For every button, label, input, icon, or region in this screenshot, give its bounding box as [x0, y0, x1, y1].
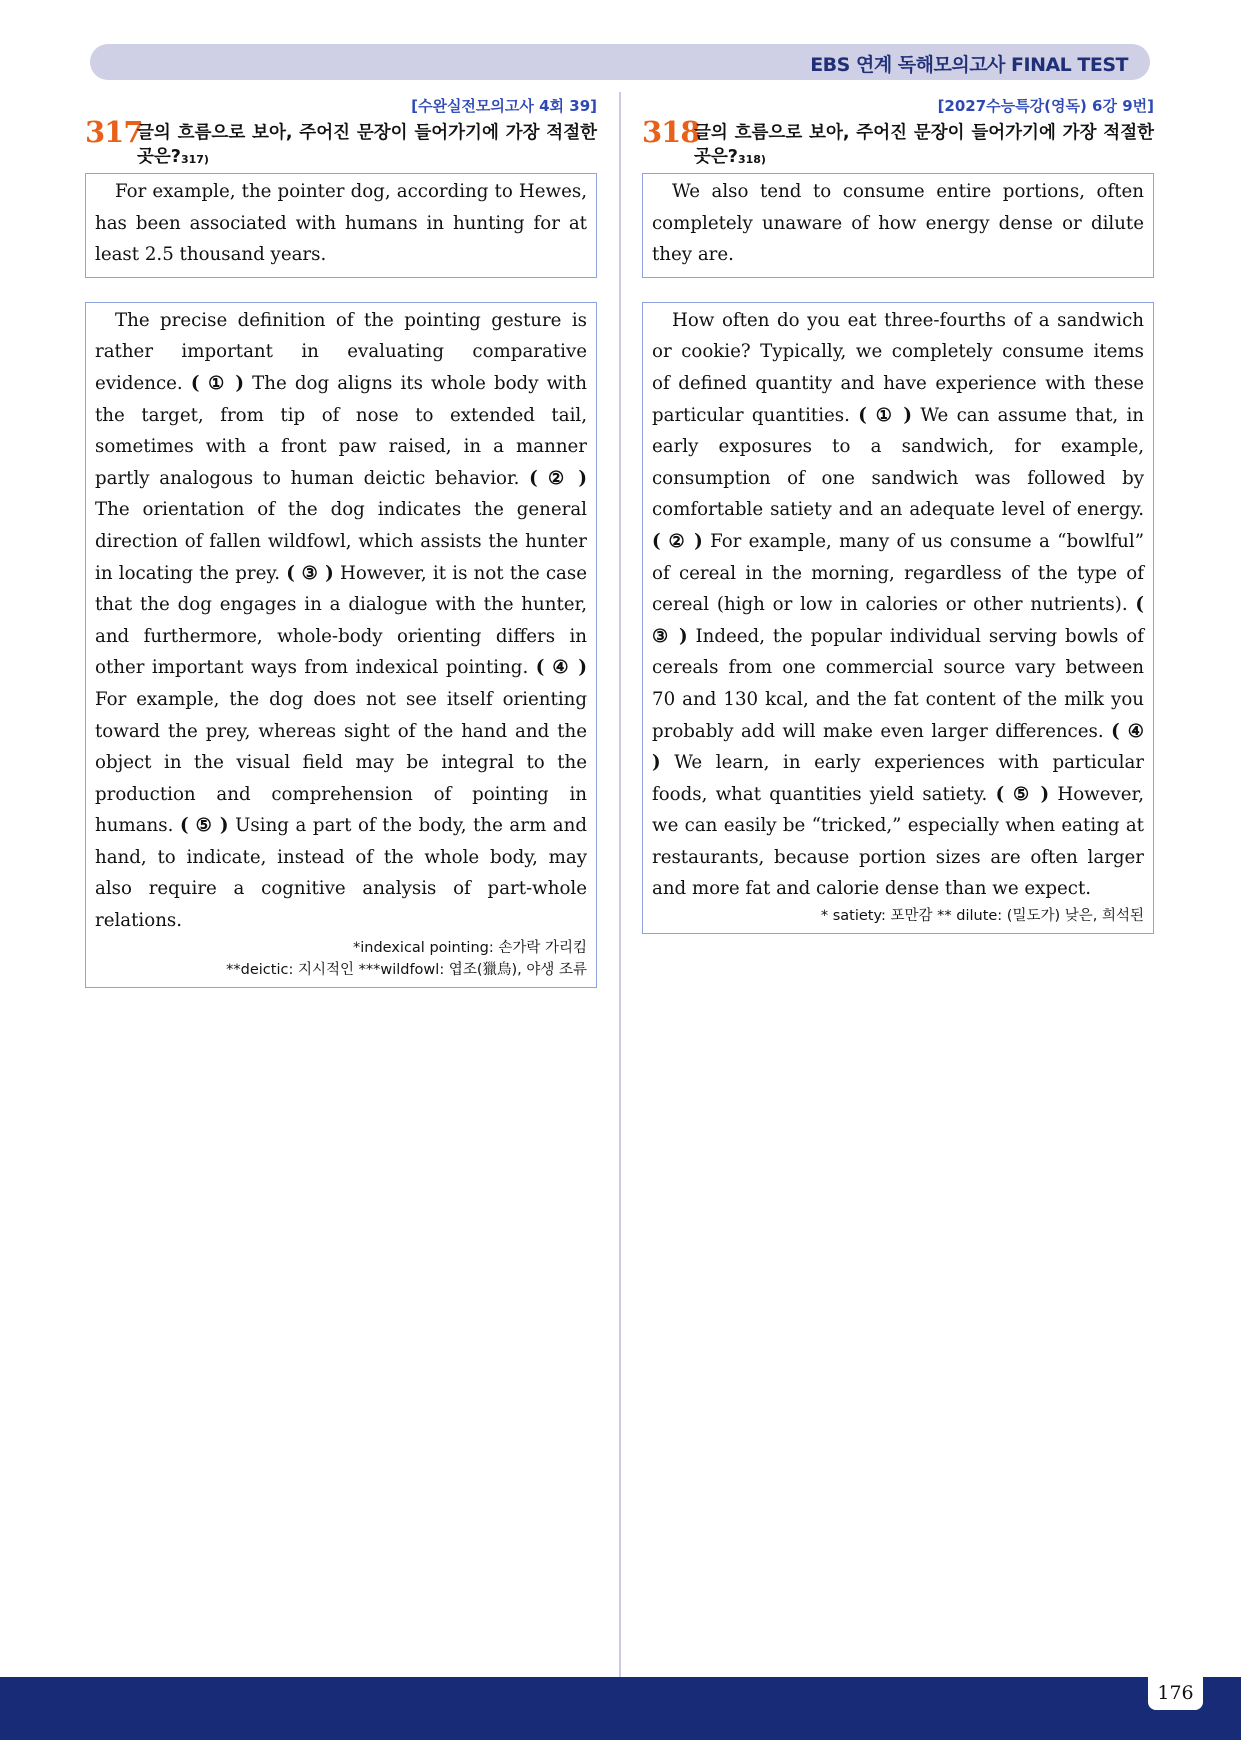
given-sentence: For example, the pointer dog, according to Hewes, has been associated with humans in hunting for at least 2.5 thousand years. — [95, 181, 587, 266]
header-bar — [90, 44, 1150, 80]
given-sentence: We also tend to consume entire portions, often completely unaware of how energy dense or dilute they are. — [652, 181, 1144, 266]
question-number: 317 — [85, 115, 143, 149]
passage-text: The precise definition of the pointing gesture is rather important in evaluating comparative evidence. ( ① ) The dog aligns its whole body with the target, from tip of nose to extended tail, sometimes with a front paw raised, in a manner partly analogous to human deictic behavior. ( ② ) The orientation of the dog indicates the general direction of fallen wildfowl, which assists the hunter in locating the prey. ( ③ ) However, it is not the case that the dog engages in a dialogue with the hunter, and furthermore, whole-body orienting differs in other important ways from indexical pointing. ( ④ ) For example, the dog does not see itself orienting toward the prey, whereas sight of the hand and the object in the visual field may be integral to the production and comprehension of pointing in humans. ( ⑤ ) Using a part of the body, the arm and hand, to indicate, instead of the whole body, may also require a cognitive analysis of part-whole relations. — [95, 309, 588, 932]
question-header — [85, 115, 597, 169]
footer-bar — [0, 1677, 1241, 1740]
question-317 — [85, 95, 597, 988]
blank-marker-4: ( ④ ) — [652, 720, 1144, 774]
header-title: EBS 연계 독해모의고사 FINAL TEST — [810, 54, 1128, 76]
footnote: * satiety: 포만감 ** dilute: (밀도가) 낮은, 희석된 — [820, 908, 1144, 925]
column-divider — [619, 92, 621, 1677]
question-318 — [642, 95, 1154, 934]
passage-box — [85, 302, 597, 988]
blank-marker-1: ( ① ) — [190, 372, 245, 394]
passage-text: How often do you eat three-fourths of a sandwich or cookie? Typically, we completely consume items of defined quantity and have experience with these particular quantities. ( ① ) We can assume that, in early exposures to a sandwich, for example, consumption of one sandwich was followed by comfortable satiety and an adequate level of energy. ( ② ) For example, many of us consume a “bowlful” of cereal in the morning, regardless of the type of cereal (high or low in calories or other nutrients). ( ③ ) Indeed, the popular individual serving bowls of cereals from one commercial source vary between 70 and 130 kcal, and the fat content of the milk you probably add will make even larger differences. ( ④ ) We learn, in early experiences with particular foods, what quantities yield satiety. ( ⑤ ) However, we can easily be “tricked,” especially when eating at restaurants, because portion sizes are often larger and more fat and calorie dense than we expect. — [652, 309, 1145, 900]
blank-marker-3: ( ③ ) — [286, 562, 334, 584]
given-sentence-box — [642, 173, 1154, 278]
question-number: 318 — [642, 115, 700, 149]
blank-marker-2: ( ② ) — [529, 467, 588, 489]
question-source: [2027수능특강(영독) 6강 9번] — [937, 97, 1154, 115]
question-ref: 317) — [180, 153, 209, 166]
question-prompt: 글의 흐름으로 보아, 주어진 문장이 들어가기에 가장 적절한 곳은?$^{318)}$ — [694, 123, 1154, 167]
question-ref: 318) — [737, 153, 766, 166]
question-source: [수완실전모의고사 4회 39] — [411, 97, 597, 115]
blank-marker-3: ( ③ ) — [652, 594, 1144, 647]
passage-box — [642, 302, 1154, 934]
given-sentence-box — [85, 173, 597, 278]
footnote: *indexical pointing: 손가락 가리킴 — [353, 939, 587, 956]
blank-marker-1: ( ① ) — [858, 404, 913, 426]
page-number: 176 — [1148, 1676, 1203, 1710]
blank-marker-5: ( ⑤ ) — [179, 815, 229, 837]
question-prompt: 글의 흐름으로 보아, 주어진 문장이 들어가기에 가장 적절한 곳은?$^{317)}$ — [137, 123, 597, 167]
blank-marker-5: ( ⑤ ) — [995, 783, 1050, 805]
question-header — [642, 115, 1154, 169]
blank-marker-2: ( ② ) — [652, 530, 703, 552]
footnote: **deictic: 지시적인 ***wildfowl: 엽조(獵鳥), 야생 조류 — [226, 961, 587, 978]
blank-marker-4: ( ④ ) — [535, 657, 587, 679]
